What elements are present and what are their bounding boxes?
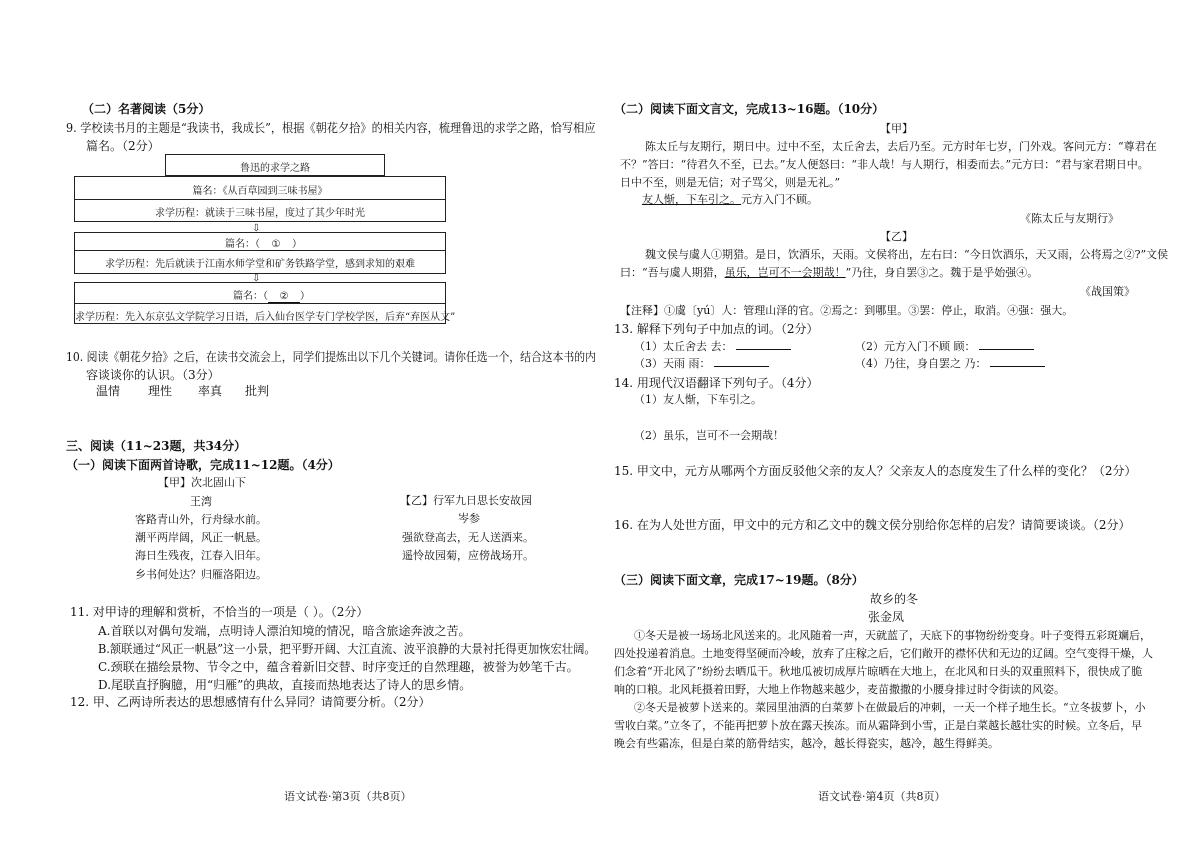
article-author: 张金凤	[868, 610, 905, 624]
flow-box-3-name: 篇名：（ ② ）	[233, 291, 310, 302]
text-yi-line: 魏文侯与虞人①期猎。是日，饮酒乐，天雨。文侯将出，左右曰：“今日饮酒乐，天又雨，公将焉之②?”文侯	[645, 248, 1169, 261]
text-jia-source: 《陈太丘与友期行》	[1020, 212, 1119, 225]
flow-box-3-desc: 求学历程：先入东京弘文学院学习日语，后入仙台医学专门学校学医，后弃“弃医从文”	[75, 312, 456, 323]
poem-b-author: 岑参	[458, 512, 480, 525]
page-footer-right: 语文试卷·第4页（共8页）	[818, 790, 946, 803]
q9-text: 9. 学校读书月的主题是“我读书，我成长”，根据《朝花夕拾》的相关内容，梳理鲁迅的求学之路，恰写相应	[66, 121, 596, 135]
q13-item-1: （1）太丘舍去 去：	[634, 338, 791, 354]
section-title-classics: （二）名著阅读（5分）	[82, 102, 211, 116]
q11-option-c[interactable]: C.颈联在描绘景物、节令之中，蕴含着新旧交替、时序变迁的自然理趣，被誉为妙笔千古。	[98, 660, 579, 674]
text-jia-line: 不？”答曰：“待君久不至，已去。”友人便怒曰：“非人哉！与人期行，相委而去。”元方曰：“君与家君期日中。	[620, 158, 1149, 171]
q13-text: 13. 解释下列句子中加点的词。（2分）	[614, 322, 819, 336]
flow-box-1-desc: 求学历程：就读于三味书屋，度过了其少年时光	[155, 208, 365, 219]
q14-text: 14. 用现代汉语翻译下列句子。（4分）	[614, 376, 819, 390]
article-para-2: 晚会有些霜冻，但是白菜的筋骨结实，越冷，越长得瓷实，越冷，越生得鲜美。	[614, 737, 999, 750]
text-yi-line: 曰：“吾与虞人期猎，虽乐，岂可不一会期哉！”乃往，身自罢③之。魏于是乎始强④。	[620, 266, 1039, 279]
q11-option-d[interactable]: D.尾联直抒胸臆，用“归雁”的典故，直接而热地表达了诗人的思乡情。	[98, 678, 472, 692]
q10-text-cont: 容谈谈你的认识。（3分）	[86, 368, 220, 382]
answer-blank[interactable]	[736, 338, 791, 350]
keyword-2: 理性	[148, 384, 173, 398]
annotation-note: 【注释】①虞〔yú〕人：管理山泽的官。②焉之：到哪里。③罢：停止，取消。④强：强大。	[620, 304, 1074, 317]
q16-text: 16. 在为人处世方面，甲文中的元方和乙文中的魏文侯分别给你怎样的启发？请简要谈谈。（2分）	[614, 518, 1131, 532]
text-jia-last: 友人惭，下车引之。元方入门不顾。	[642, 193, 818, 206]
flow-box-2-name: 篇名：（ ① ）	[225, 239, 302, 250]
answer-blank[interactable]	[979, 338, 1034, 350]
flow-title: 鲁迅的求学之路	[240, 163, 310, 174]
blank-2[interactable]: ②	[268, 291, 300, 303]
q13-item-3: （3）天雨 雨：	[634, 355, 769, 371]
flow-box-2	[74, 232, 446, 274]
poem-a-line: 乡书何处达？归雁洛阳边。	[135, 568, 267, 581]
q11-text: 11. 对甲诗的理解和赏析，不恰当的一项是（ ）。（2分）	[70, 605, 369, 619]
poem-b-title: 【乙】行军九日思长安故园	[400, 494, 532, 507]
flow-box-2-desc: 求学历程：先后就读于江南水师学堂和矿务铁路学堂，感到求知的艰难	[105, 259, 415, 270]
poem-a-line: 客路青山外，行舟绿水前。	[135, 513, 267, 526]
poem-a-line: 海日生残夜，江春入旧年。	[135, 549, 267, 562]
article-para-2: 雪收白菜。”立冬了，不能再把萝卜放在露天挨冻。而从霜降到小雪，正是白菜越长越壮实的时候。立冬后，早	[614, 719, 1143, 732]
article-para-1: ①冬天是被一场场北风送来的。北风随着一声，天就蓝了，天底下的事物纷纷变身。叶子变得五彩斑斓后，	[634, 629, 1151, 642]
text-jia-line: 日中不至，则是无信；对子骂父，则是无礼。”	[620, 176, 841, 189]
flow-title-box	[165, 154, 385, 176]
flow-arrow-1: ⇩	[252, 223, 261, 234]
poem-a-title: 【甲】次北固山下	[158, 476, 246, 489]
q14-sentence-1: （1）友人惭，下车引之。	[634, 393, 762, 406]
text-jia-heading: 【甲】	[880, 122, 913, 135]
subsection-article: （三）阅读下面文章，完成17~19题。（8分）	[614, 573, 864, 587]
flow-box-1	[74, 176, 446, 222]
q14-sentence-2: （2）虽乐，岂可不一会期哉！	[634, 429, 784, 442]
keyword-1: 温情	[96, 384, 121, 398]
q15-text: 15. 甲文中，元方从哪两个方面反驳他父亲的友人？父亲友人的态度发生了什么样的变化？（2分）	[614, 464, 1137, 478]
flow-box-3	[74, 282, 456, 324]
text-yi-heading: 【乙】	[880, 230, 913, 243]
text-yi-source: 《战国策》	[1080, 285, 1135, 298]
q12-text: 12. 甲、乙两诗所表达的思想感情有什么异同？请简要分析。（2分）	[70, 695, 431, 709]
article-para-2: ②冬天是被萝卜送来的。菜园里油酒的白菜萝卜在做最后的冲刺，一天一个样子地生长。“立冬拔萝卜，小	[634, 701, 1146, 714]
poem-b-line: 强欲登高去，无人送酒来。	[402, 531, 534, 544]
subsection-classical: （二）阅读下面文言文，完成13~16题。（10分）	[614, 102, 885, 116]
q13-item-2: （2）元方入门不顾 顾：	[855, 338, 1034, 354]
article-para-1: 响的口粮。北风耗摄着田野，大地上作物越来越少，麦苗撒撒的小腰身排过时令街读的风姿。	[614, 683, 1065, 696]
blank-1[interactable]: ①	[260, 239, 292, 251]
article-para-1: 四处投递着消息。土地变得坚硬而冷峻，放弃了庄稼之后，它们敞开的襟怀伏和无边的辽阔。空气变得干燥，人	[614, 647, 1153, 660]
page-footer-left: 语文试卷·第3页（共8页）	[284, 790, 412, 803]
text-jia-line: 陈太丘与友期行，期日中。过中不至，太丘舍去，去后乃至。元方时年七岁，门外戏。客问元方：“尊君在	[645, 140, 1157, 153]
q9-text-cont: 篇名。（2分）	[86, 139, 160, 153]
section-title-reading: 三、阅读（11~23题，共34分）	[66, 439, 247, 453]
article-para-1: 们念着“开北风了”纷纷去晒瓜干。秋地瓜被切成厚片晾晒在大地上，在北风和日头的双重照料下，很快成了脆	[614, 665, 1143, 678]
poem-a-line: 潮平两岸阔，风正一帆悬。	[135, 531, 267, 544]
poem-a-author: 王湾	[190, 495, 212, 508]
keyword-4: 批判	[245, 384, 270, 398]
q13-item-4: （4）乃往，身自罢之 乃：	[855, 355, 1045, 371]
q11-option-a[interactable]: A.首联以对偶句发端，点明诗人漂泊知境的情况，暗含旅途奔波之苦。	[98, 624, 471, 638]
q11-option-b[interactable]: B.颔联通过“风正一帆悬”这一小景，把平野开阔、大江直流、波平浪静的大景衬托得更加恢宏壮阔。	[98, 642, 596, 656]
q10-text: 10. 阅读《朝花夕拾》之后，在读书交流会上，同学们提炼出以下几个关键词。请你任选一个，结合这本书的内	[66, 350, 596, 364]
answer-blank[interactable]	[714, 355, 769, 367]
answer-blank[interactable]	[990, 355, 1045, 367]
subsection-poems: （一）阅读下面两首诗歌，完成11~12题。（4分）	[66, 458, 340, 472]
article-title: 故乡的冬	[870, 592, 919, 606]
keyword-3: 率真	[198, 384, 223, 398]
flow-arrow-2: ⇩	[252, 273, 261, 284]
poem-b-line: 遥怜故园菊，应傍战场开。	[402, 549, 534, 562]
flow-box-1-name: 篇名：《从百草园到三味书屋》	[192, 186, 328, 197]
